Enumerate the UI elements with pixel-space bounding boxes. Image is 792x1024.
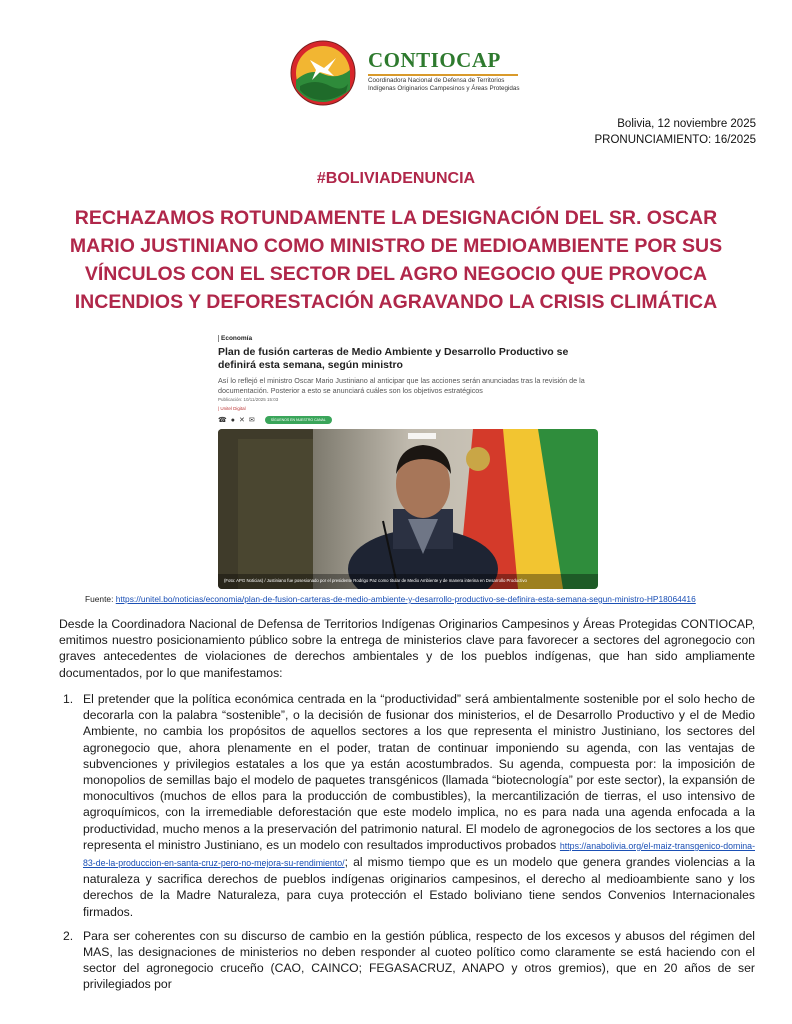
logo-divider — [368, 74, 518, 76]
org-subtitle-line-2: Indígenas Originarios Campesinos y Áreas Protegidas — [368, 84, 520, 92]
contiocap-emblem-icon — [290, 40, 356, 106]
org-subtitle — [368, 77, 528, 92]
item-text: Para ser coherentes con su discurso de cambio en la gestión pública, respecto de los excesos y abusos del régimen del MAS, las designaciones de ministerios no deben responder al cuoteo político como claramente se está haciendo con el sector del agronegocio cruceño (CAO, CAINCO; FEGASACRUZ, ANAPO y otros gremios), que en 20 años de ser privilegiados por — [83, 928, 755, 992]
facebook-icon[interactable]: ● — [230, 416, 235, 424]
pronouncement-number: PRONUNCIAMIENTO: 16/2025 — [594, 134, 756, 146]
source-label: Fuente: — [85, 594, 114, 604]
x-icon[interactable]: ✕ — [238, 417, 245, 424]
photo-caption: (Foto: APG Noticias) / Justiniano fue posesionado por el presidente Rodrigo Paz como titular de Medio Ambiente y de manera interina en Desarrollo Productivo — [224, 578, 527, 583]
item-number: 2. — [63, 928, 74, 943]
source-line — [85, 594, 696, 604]
news-photo — [218, 429, 598, 589]
news-title: Plan de fusión carteras de Medio Ambiente y Desarrollo Productivo se definirá esta semana, según ministro — [218, 346, 569, 371]
list-item — [59, 691, 755, 920]
date-line: Bolivia, 12 noviembre 2025 — [617, 118, 756, 130]
news-screenshot — [214, 333, 604, 593]
whatsapp-icon[interactable]: ☎ — [218, 417, 227, 424]
list-item — [59, 928, 755, 993]
news-section: Economía — [218, 335, 252, 342]
mail-icon[interactable]: ✉ — [248, 417, 255, 424]
follow-channel-button[interactable]: SÍGUENOS EN NUESTRO CANAL — [265, 416, 332, 424]
intro-paragraph: Desde la Coordinadora Nacional de Defensa de Territorios Indígenas Originarios Campesinos y Áreas Protegidas CONTIOCAP, emitimos nuestro posicionamiento público sobre la entrega de ministerios clave para favorecer a sectores del agronegocio con graves antecedentes de violaciones de derechos ambientales y de los pueblos indígenas, que han sido ampliamente documentados, por lo que manifestamos: — [59, 617, 755, 680]
item-text: El pretender que la política económica centrada en la “productividad” será ambientalmente sostenible por el solo hecho de decorarla con la palabra “sostenible”, o la decisión de fusionar dos ministerios, el de Desarrollo Productivo y el de Medio Ambiente, no cambia los propósitos de aquellos sectores a los que representa el ministro Justiniano, los sectores del agronegocio que, ahora plenamente en el poder, tratan de continuar imponiendo su agenda, con las ventajas de subvenciones y privilegios estatales a los que ya están acostumbrados. Su agenda, compuesta por: la imposición de monopolios de semillas bajo el modelo de paquetes transgénicos (llamada “biotecnología” por este sector), la expansión de monocultivos (muchos de ellos para la producción de combustibles), la mercantilización de tierras, el uso intensivo de agroquímicos, con la irremediable deforestación que este modelo implica, no es para nada una agenda enfocada a la productividad, mucho menos a la preservación del patrimonio natural. El modelo de agronegocios de los sectores a los que representa el ministro Justiniano, es un modelo con resultados improductivos probados — [83, 692, 755, 852]
declarations-list — [59, 691, 755, 1001]
hashtag: #BOLIVIADENUNCIA — [316, 170, 476, 187]
news-published: Publicación: 10/11/2025 15:03 — [218, 397, 279, 402]
item-text-continued: ; al mismo tiempo que es un modelo que genera grandes violencias a la naturaleza y sacrifica derechos de pueblos indígenas originarios campesinos, el derecho al medioambiente sano y los derechos de la Madre Naturaleza, para cuya protección el Estado boliviano tiene sendos Convenios Internacionales firmados. — [83, 855, 755, 919]
news-lead: Así lo reflejó el ministro Oscar Mario Justiniano al anticipar que las acciones serán anunciadas tras la revisión de la documentación. Posterior a esto se anunciará cuáles son los objetivos estratégicos — [218, 376, 585, 395]
source-link[interactable]: https://unitel.bo/noticias/economia/plan-de-fusion-carteras-de-medio-ambiente-y-desarrollo-productivo-se-definira-esta-semana-segun-ministro-HP18064416 — [115, 594, 696, 604]
item-number: 1. — [63, 692, 74, 706]
anabolivia-link[interactable]: https://anabolivia.org/el-maiz-transgenico-domina-83-de-la-produccion-en-santa-cruz-pero-no-mejora-su-rendimiento/ — [83, 840, 755, 869]
org-logo — [290, 40, 520, 108]
minister-photo-icon — [218, 429, 598, 589]
share-bar — [218, 416, 332, 424]
headline: RECHAZAMOS ROTUNDAMENTE LA DESIGNACIÓN DEL SR. OSCAR MARIO JUSTINIANO COMO MINISTRO DE MEDIOAMBIENTE POR SUS VÍNCULOS CON EL SECTOR DEL AGRO NEGOCIO QUE PROVOCA INCENDIOS Y DEFORESTACIÓN AGRAVANDO LA CRISIS CLIMÁTICA — [69, 207, 723, 313]
org-subtitle-line-1: Coordinadora Nacional de Defensa de Territorios — [368, 77, 505, 84]
date-block — [595, 116, 756, 148]
org-name: CONTIOCAP — [368, 48, 501, 72]
news-source: | Unitel Digital — [218, 406, 246, 411]
